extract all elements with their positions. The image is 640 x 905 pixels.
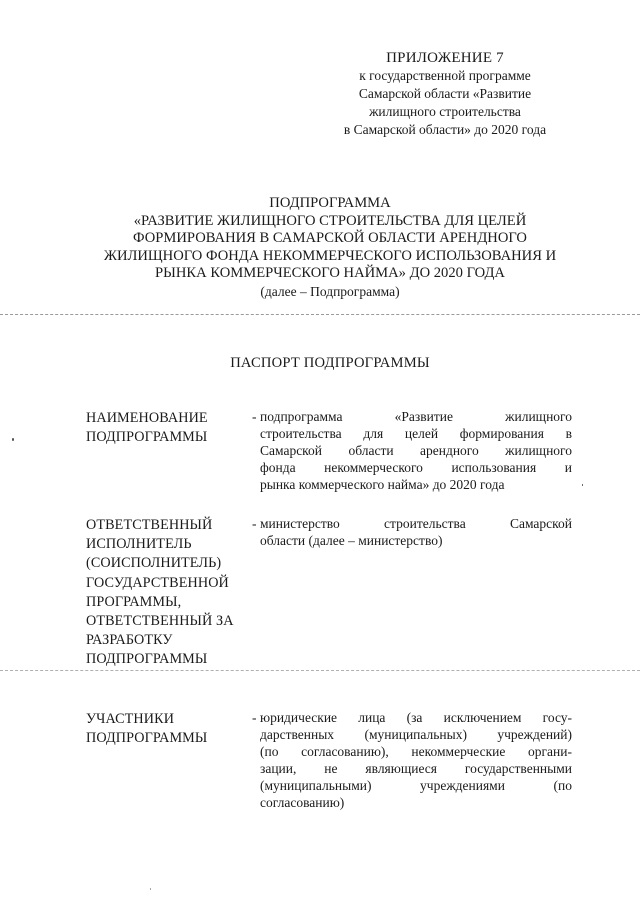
value-line: фонда некоммерческого использования и [260,459,572,475]
label-line: ПОДПРОГРАММЫ [86,730,208,747]
subprogram-heading [70,195,590,301]
label-line: (СОИСПОЛНИТЕЛЬ) [86,555,222,572]
scan-speck [12,438,14,441]
appendix-line: в Самарской области» до 2020 года [343,122,547,137]
appendix-line: к государственной программе [359,68,531,83]
label-line: ПРОГРАММЫ, [86,593,182,610]
value-line: Самарской области арендного жилищного [260,442,572,458]
value-line: юридические лица (за исключением госу- [260,710,572,725]
label-line: ПОДПРОГРАММЫ [86,651,208,668]
label-line: ИСПОЛНИТЕЛЬ [86,536,192,553]
appendix-block [300,49,590,139]
scan-speck [150,888,151,890]
scan-speck [582,484,583,486]
value-line: зации, не являющиеся государственными [260,760,572,776]
label-line: ОТВЕТСТВЕННЫЙ [86,517,213,533]
value-line: согласованию) [260,794,345,810]
subprogram-heading-line: РЫНКА КОММЕРЧЕСКОГО НАЙМА» ДО 2020 ГОДА [155,265,505,282]
label-line: ОТВЕТСТВЕННЫЙ ЗА [86,613,234,630]
appendix-title: ПРИЛОЖЕНИЕ 7 [386,50,504,66]
value-line: (по согласованию), некоммерческие органи- [260,743,572,759]
row-dash: - [252,516,257,531]
subprogram-heading-line: ФОРМИРОВАНИЯ В САМАРСКОЙ ОБЛАСТИ АРЕНДНОГО [133,230,527,247]
passport-row-value [260,516,572,550]
value-line: (муниципальными) учреждениями (по [260,777,572,793]
label-line: ПОДПРОГРАММЫ [86,429,208,446]
appendix-line: Самарской области «Развитие [358,86,532,101]
value-line: строительства для целей формирования в [260,425,572,441]
passport-row-label [86,710,256,748]
subprogram-heading-line: ПОДПРОГРАММА [269,195,391,211]
passport-title: ПАСПОРТ ПОДПРОГРАММЫ [230,355,430,371]
subprogram-heading-line: «РАЗВИТИЕ ЖИЛИЩНОГО СТРОИТЕЛЬСТВА ДЛЯ ЦЕЛЕЙ [133,212,527,229]
passport-row-label [86,409,256,447]
label-line: ГОСУДАРСТВЕННОЙ [86,574,229,591]
row-dash: - [252,710,257,725]
passport-row-value [260,710,572,811]
scan-dash-line [0,670,640,671]
appendix-line: жилищного строительства [369,104,521,119]
scan-dash-line [0,314,640,315]
label-line: УЧАСТНИКИ [86,711,175,727]
value-line: рынка коммерческого найма» до 2020 года [260,476,505,492]
passport-row-label [86,516,256,670]
value-line: подпрограмма «Развитие жилищного [260,409,572,424]
label-line: НАИМЕНОВАНИЕ [86,410,208,426]
row-dash: - [252,409,257,424]
value-line: дарственных (муниципальных) учреждений) [260,726,572,742]
subprogram-abbreviation: (далее – Подпрограмма) [260,283,400,299]
label-line: РАЗРАБОТКУ [86,632,173,649]
subprogram-heading-line: ЖИЛИЩНОГО ФОНДА НЕКОММЕРЧЕСКОГО ИСПОЛЬЗОВАНИЯ И [103,247,557,264]
value-line: области (далее – министерство) [260,532,443,548]
passport-row-value [260,409,572,494]
value-line: министерство строительства Самарской [260,516,572,531]
